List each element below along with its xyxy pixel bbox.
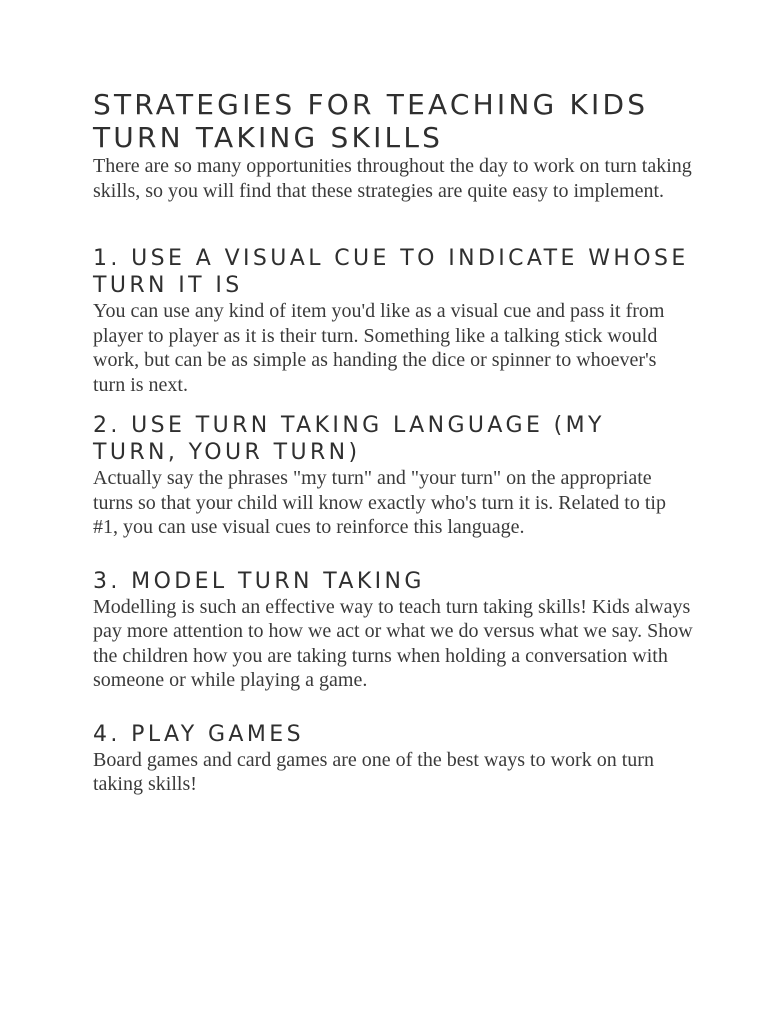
section-heading: 2. USE TURN TAKING LANGUAGE (MY TURN, YOUR TURN)	[93, 413, 605, 465]
section-turn-taking-language	[93, 412, 693, 540]
intro-paragraph: There are so many opportunities throughout the day to work on turn taking skills, so you will find that these strategies are quite easy to implement.	[93, 155, 692, 202]
section-body: Actually say the phrases "my turn" and "your turn" on the appropriate turns so that your child will know exactly who's turn it is. Related to tip #1, you can use visual cues to reinforce this language.	[93, 467, 666, 538]
section-heading: 3. MODEL TURN TAKING	[93, 568, 425, 594]
section-play-games	[93, 721, 693, 797]
section-model-turn-taking	[93, 568, 693, 693]
section-body: Modelling is such an effective way to teach turn taking skills! Kids always pay more attention to how we act or what we do versus what we say. Show the children how you are taking turns when holding a conversation with someone or while playing a game.	[93, 595, 693, 691]
section-body: Board games and card games are one of the best ways to work on turn taking skills!	[93, 748, 654, 795]
section-heading: 1. USE A VISUAL CUE TO INDICATE WHOSE TURN IT IS	[93, 246, 689, 298]
section-heading: 4. PLAY GAMES	[93, 721, 304, 747]
document-title: STRATEGIES FOR TEACHING KIDS TURN TAKING SKILLS	[93, 88, 649, 154]
section-visual-cue	[93, 245, 693, 397]
document-page	[93, 88, 693, 797]
section-body: You can use any kind of item you'd like as a visual cue and pass it from player to player as it is their turn. Something like a talking stick would work, but can be as simple as handing the dice or spinner to whoever's turn is next.	[93, 300, 665, 396]
